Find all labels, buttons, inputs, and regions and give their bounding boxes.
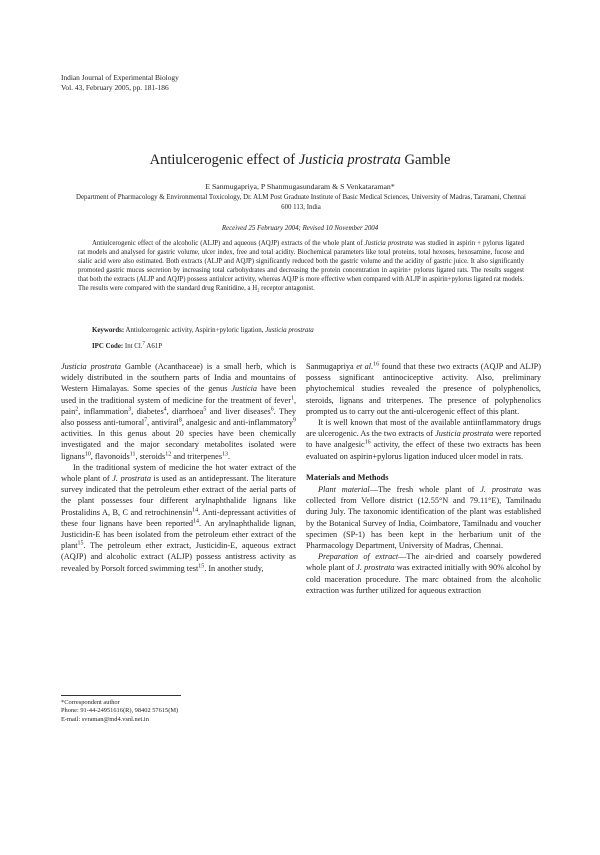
ipc-code: IPC Code: Int Cl.$^7$ A61P (92, 341, 163, 350)
email-note: E-mail: svraman@md4.vsnl.net.in (61, 715, 149, 723)
footnotes (61, 699, 178, 724)
received-dates: Received 25 February 2004; Revised 10 November 2004 (221, 225, 379, 232)
journal-name: Indian Journal of Experimental Biology (61, 73, 179, 82)
intro-paragraph-4: It is well known that most of the available antiinflammatory drugs are ulcerogenic. As the two extracts of Justicia prostrata were reported to have analgesic$^{16}$ activity, the effect of these two extracts has been evaluated on aspirin+pylorus ligation induced ulcer model in rats. (306, 418, 541, 461)
left-column (61, 361, 296, 574)
plant-material-paragraph: Plant material—The fresh whole plant of J. prostrata was collected from Vellore district (12.55°N and 79.11°E), Tamilnadu during July. The taxonomic identification of the plant was established by the Botanical Survey of India, Coimbatore, Tamilnadu and voucher specimen (SP-1) has been kept in the herbarium unit of the Pharmacology Department, University of Madras, Chennai. (306, 485, 541, 551)
journal-issue: Vol. 43, February 2005, pp. 181-186 (61, 83, 169, 92)
phone-note: Phone: 91-44-24951616(R), 98402 57615(M) (61, 707, 179, 715)
keywords: Keywords: Antiulcerogenic activity, Aspirin+pyloric ligation, Justicia prostrata (92, 327, 314, 334)
journal-header (61, 73, 179, 93)
footnote-rule (61, 695, 181, 696)
intro-paragraph-2: In the traditional system of medicine the hot water extract of the whole plant of J. prostrata is used as an antidepressant. The literature survey indicated that the petroleum ether extract of the aerial parts of the plant possesses four different arylnaphthalide lignans like Prostalidins A, B, C and retrochinensin$^{14}$. Anti-depressant activities of these four lignans have been reported$^{14}$. An arylnaphthalide lignan, Justicidin-E has been isolated from the petroleum ether extract of the plant$^{15}$. The petroleum ether extract, Justicidin-E, aqueous extract (AQJP) and alcoholic extract (ALJP) possess antistress activity as revealed by Porsolt forced swimming test$^{15}$. In another study, (61, 462, 297, 573)
intro-paragraph-3: Sanmugapriya et al.$^{16}$ found that these two extracts (AQJP and ALJP) possess significant antinociceptive activity. Also, preliminary phytochemical studies revealed the presence of polyphenolics, steroids, lignans and triterpenes. The presence of polyphenolics prompted us to carry out the anti-ulcerogenic effect of this plant. (306, 361, 542, 416)
authors: E Sanmugapriya, P Shanmugasundaram & S Venkataraman* (205, 182, 395, 191)
affiliation: Department of Pharmacology & Environmental Toxicology, Dr. ALM Post Graduate Institute of Basic Medical Sciences, University of Madras, Taramani, Chennai 600 113, India (76, 194, 526, 211)
methods-heading: Materials and Methods (306, 472, 389, 482)
intro-paragraph-1: Justicia prostrata Gamble (Acanthaceae) is a small herb, which is widely distributed in the southern parts of India and mountains of Western Himalayas. Some species of the genus Justicia have been used in the traditional system of medicine for the treatment of fever$^1$, pain$^2$, inflammation$^3$, diabetes$^4$, diarrhoea$^5$ and liver diseases$^6$. They also possess anti-tumoral$^7$, antiviral$^8$, analgesic and anti-inflammatory$^9$ activities. In this genus about 20 species have been chemically investigated and the major secondary metabolites isolated were lignans$^{10}$, flavonoids$^{11}$, steroids$^{12}$ and triterpenes$^{13}$. (61, 362, 296, 461)
right-column (306, 361, 541, 596)
abstract: Antiulcerogenic effect of the alcoholic (ALJP) and aqueous (AQJP) extracts of the whole plant of Justicia prostrata was studied in aspirin + pylorus ligated rat models and analysed for gastric volume, ulcer index, free and total acidity. Biochemical parameters like total proteins, total hexoses, hexosamine, fucose and sialic acid were also estimated. Both extracts (ALJP and AQJP) significantly reduced both the gastric volume and the acidity of gastric juice. It also significantly promoted gastric mucus secretion by increasing total carbohydrates and decreasing the protein concentration in aspirin+ pylorus ligated rats. The results suggest that both the extracts (ALJP and AQJP) possess antiulcer activity, whereas AQJP is more effective when compared with ALJP in aspirin+pylorus ligated rat models. The results were compared with the standard drug Ranitidine, a H₂ receptor antagonist. (78, 240, 524, 293)
correspondent-note: *Correspondent author (61, 699, 120, 706)
article-title: Antiulcerogenic effect of Justicia prostrata Gamble (149, 152, 451, 168)
extract-preparation-paragraph: Preparation of extract—The air-dried and coarsely powdered whole plant of J. prostrata was extracted initially with 90% alcohol by cold maceration procedure. The marc obtained from the alcoholic extraction was further utilized for aqueous extraction (306, 552, 541, 595)
